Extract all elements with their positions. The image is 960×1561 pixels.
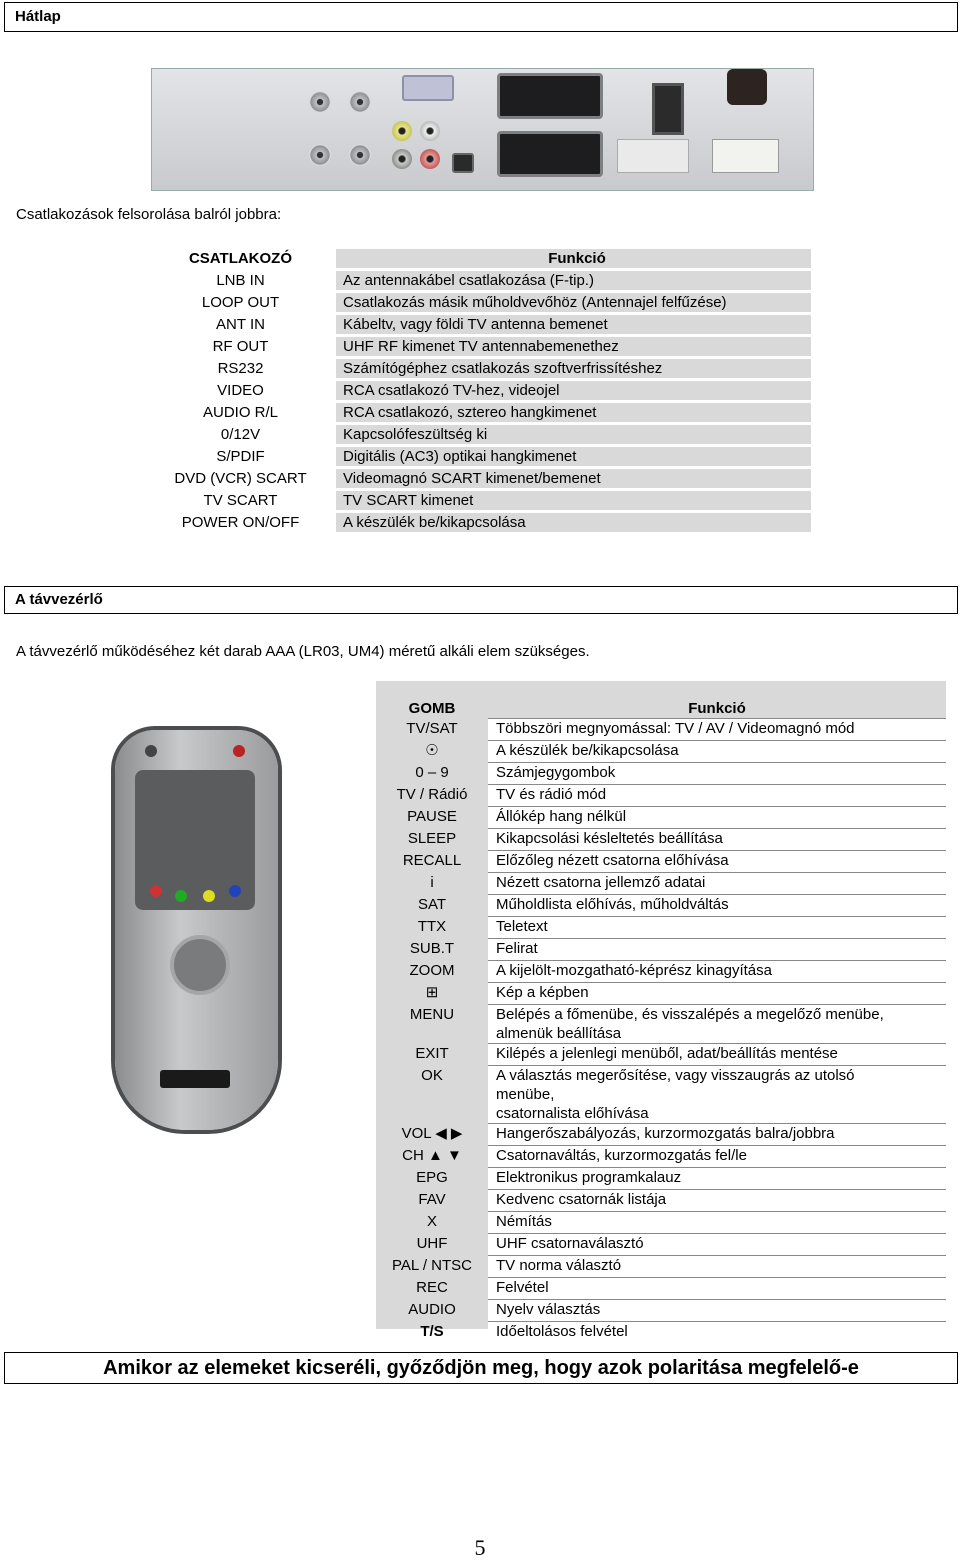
button-row [376,1300,946,1322]
connection-row [151,513,811,532]
connection-row [151,271,811,290]
button-function: Kikapcsolási késleltetés beállítása [488,829,946,851]
connector-function: RCA csatlakozó, sztereo hangkimenet [336,403,811,422]
button-row [376,741,946,763]
button-name: FAV [418,1190,446,1208]
buttons-header-row [376,699,946,719]
button-row [376,851,946,873]
power-12v-jack [392,149,412,169]
connection-row [151,491,811,510]
remote-ok-key [170,935,230,995]
rf-out-connector [349,144,371,166]
connection-row [151,315,811,334]
connector-name: LOOP OUT [151,293,330,312]
dvd-scart-connector [497,73,603,119]
lnb-in-connector [309,91,331,113]
tv-scart-connector [497,131,603,177]
button-function: Állókép hang nélkül [488,807,946,829]
spdif-connector [452,153,474,173]
connection-row [151,293,811,312]
button-row [376,895,946,917]
connection-row [151,337,811,356]
ce-label [617,139,689,173]
remote-brand-label [160,1070,230,1088]
connection-row [151,425,811,444]
button-function: Időeltolásos felvétel [488,1322,946,1344]
button-name: TV / Rádió [396,785,468,803]
button-row [376,917,946,939]
button-name: PAUSE [407,807,457,825]
power-switch [652,83,684,135]
button-name: ⊞ [425,983,439,1001]
button-function: Számjegygombok [488,763,946,785]
ant-in-connector [349,91,371,113]
connector-name: RF OUT [151,337,330,356]
button-name: UHF [416,1234,448,1252]
remote-blue-key [229,885,241,897]
button-row [376,939,946,961]
remote-red-key [150,885,162,897]
button-name: T/S [420,1322,444,1340]
button-function: Előzőleg nézett csatorna előhívása [488,851,946,873]
button-function: A kijelölt-mozgatható-képrész kinagyítása [488,961,946,983]
header-connector: CSATLAKOZÓ [188,250,293,267]
connector-name: 0/12V [151,425,330,444]
header-button: GOMB [408,700,456,717]
connections-table [151,246,811,535]
connector-name: AUDIO R/L [151,403,330,422]
button-function: Csatornaváltás, kurzormozgatás fel/le [488,1146,946,1168]
button-row [376,1322,946,1344]
button-name: TV/SAT [406,719,458,737]
button-row [376,785,946,807]
connector-name: ANT IN [151,315,330,334]
button-function: TV és rádió mód [488,785,946,807]
audio-right-rca [420,149,440,169]
button-name: RECALL [402,851,462,869]
button-row [376,873,946,895]
connections-header-row [151,249,811,268]
button-name: SUB.T [409,939,455,957]
connection-row [151,447,811,466]
button-function: Kedvenc csatornák listája [488,1190,946,1212]
button-row [376,1146,946,1168]
button-name: OK [421,1066,443,1084]
button-name: MENU [409,1005,455,1023]
button-name: PAL / NTSC [391,1256,473,1274]
button-function: A készülék be/kikapcsolása [488,741,946,763]
connector-name: S/PDIF [151,447,330,466]
button-function: Nézett csatorna jellemző adatai [488,873,946,895]
button-name: 0 – 9 [415,763,449,781]
video-rca [392,121,412,141]
connector-function: A készülék be/kikapcsolása [336,513,811,532]
button-name: SAT [417,895,447,913]
remote-control-photo [115,730,278,1130]
section-title-remote: A távvezérlő [4,586,958,614]
button-function: Műholdlista előhívás, műholdváltás [488,895,946,917]
battery-polarity-note: Amikor az elemeket kicseréli, győződjön meg, hogy azok polaritása megfelelő-e [4,1352,958,1384]
connector-name: DVD (VCR) SCART [151,469,330,488]
connector-function: Kapcsolófeszültség ki [336,425,811,444]
button-name: ZOOM [409,961,455,979]
button-row [376,1124,946,1146]
button-function: Kép a képben [488,983,946,1005]
button-row [376,983,946,1005]
remote-yellow-key [203,890,215,902]
header-function: Funkció [336,249,811,268]
connector-name: RS232 [151,359,330,378]
button-name: EXIT [415,1044,449,1062]
audio-left-rca [420,121,440,141]
section-title-rear-panel: Hátlap [4,2,958,32]
connector-function: RCA csatlakozó TV-hez, videojel [336,381,811,400]
button-row [376,1066,946,1124]
button-name: i [430,873,434,891]
button-name: CH ▲ ▼ [402,1146,462,1164]
button-row [376,1212,946,1234]
connector-name: TV SCART [151,491,330,510]
connection-row [151,359,811,378]
connector-function: Számítógéphez csatlakozás szoftverfrissítéshez [336,359,811,378]
button-row [376,1044,946,1066]
button-function: Némítás [488,1212,946,1234]
button-name: ☉ [425,741,439,759]
connector-function: Digitális (AC3) optikai hangkimenet [336,447,811,466]
connector-name: VIDEO [151,381,330,400]
remote-green-key [175,890,187,902]
button-function: Teletext [488,917,946,939]
button-name: EPG [416,1168,448,1186]
connection-row [151,403,811,422]
warning-label [712,139,779,173]
header-function: Funkció [488,699,946,719]
connections-intro: Csatlakozások felsorolása balról jobbra: [16,206,282,223]
button-row [376,961,946,983]
button-function: Belépés a főmenübe, és visszalépés a megelőző menübe, almenük beállítása [488,1005,946,1044]
button-function: Felirat [488,939,946,961]
connector-function: UHF RF kimenet TV antennabemenethez [336,337,811,356]
button-function: TV norma választó [488,1256,946,1278]
button-row [376,1005,946,1044]
button-row [376,1278,946,1300]
button-row [376,1234,946,1256]
power-cable [727,69,767,105]
connector-function: Kábeltv, vagy földi TV antenna bemenet [336,315,811,334]
button-row [376,829,946,851]
button-name: REC [416,1278,448,1296]
button-function: UHF csatornaválasztó [488,1234,946,1256]
page-number: 5 [474,1535,486,1560]
connection-row [151,381,811,400]
connection-row [151,469,811,488]
rear-panel-photo [151,68,814,191]
connector-function: TV SCART kimenet [336,491,811,510]
connector-function: Csatlakozás másik műholdvevőhöz (Antennajel felfűzése) [336,293,811,312]
remote-tvsat-key [145,745,157,757]
button-function: Elektronikus programkalauz [488,1168,946,1190]
connector-name: POWER ON/OFF [151,513,330,532]
button-name: AUDIO [408,1300,456,1318]
connector-name: LNB IN [151,271,330,290]
button-row [376,763,946,785]
connector-function: Videomagnó SCART kimenet/bemenet [336,469,811,488]
button-row [376,1168,946,1190]
button-function: Felvétel [488,1278,946,1300]
button-name: VOL ◀ ▶ [401,1124,463,1142]
rs232-connector [402,75,454,101]
button-function: Többszöri megnyomással: TV / AV / Videomagnó mód [488,719,946,741]
button-function: A választás megerősítése, vagy visszaugrás az utolsó menübe, csatornalista előhívása [488,1066,946,1124]
remote-power-key [233,745,245,757]
battery-info: A távvezérlő működéséhez két darab AAA (LR03, UM4) méretű alkáli elem szükséges. [16,643,590,660]
loop-out-connector [309,144,331,166]
button-row [376,807,946,829]
button-name: TTX [417,917,447,935]
button-name: SLEEP [407,829,457,847]
buttons-table [376,699,946,1343]
button-function: Hangerőszabályozás, kurzormozgatás balra/jobbra [488,1124,946,1146]
button-function: Nyelv választás [488,1300,946,1322]
button-row [376,719,946,741]
button-row [376,1256,946,1278]
button-row [376,1190,946,1212]
button-function: Kilépés a jelenlegi menüből, adat/beállítás mentése [488,1044,946,1066]
connector-function: Az antennakábel csatlakozása (F-tip.) [336,271,811,290]
button-name: X [426,1212,437,1230]
